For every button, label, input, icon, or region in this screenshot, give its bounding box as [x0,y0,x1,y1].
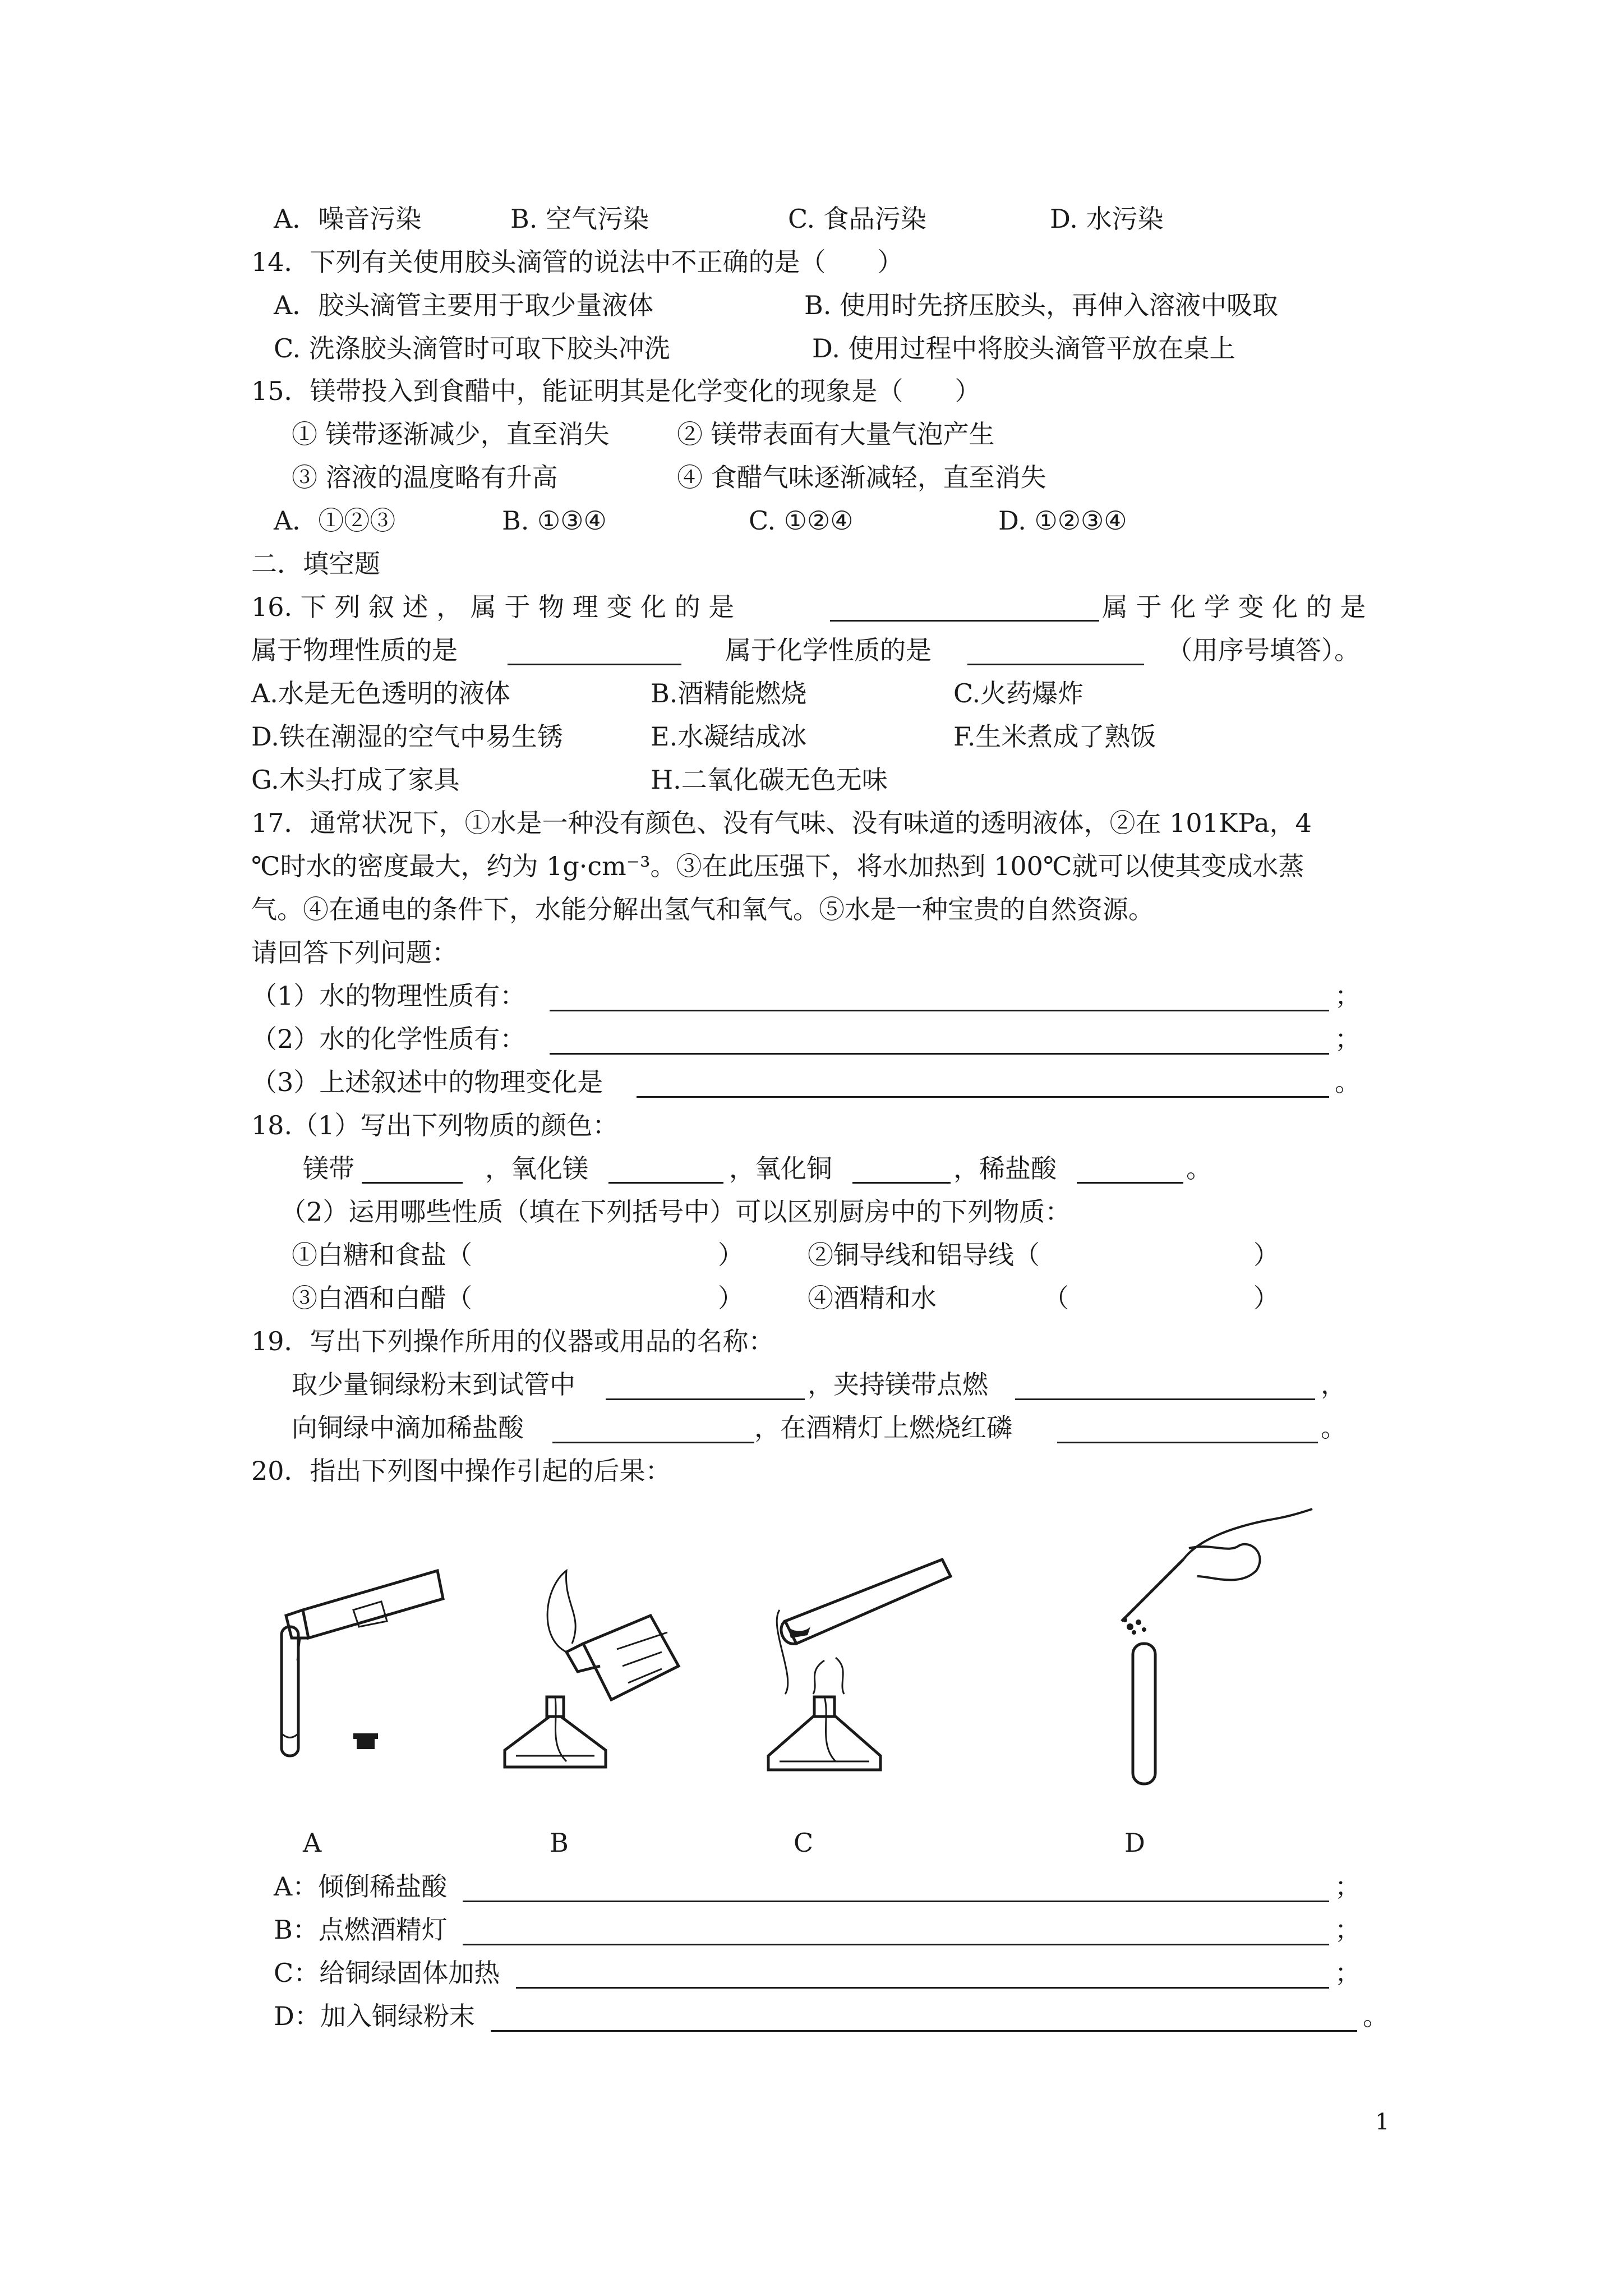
q18-blank-hcl[interactable] [1077,1182,1183,1184]
q17-part1-label: （1）水的物理性质有： [251,981,526,1011]
q18-item4: ④酒精和水 [808,1283,937,1313]
q16-chemical-property-label: 属于化学性质的是 [725,635,932,665]
q16-item-c: C.火药爆炸 [953,678,1084,708]
q16-blank-physical-property[interactable] [508,664,681,665]
q19-item-c: 向铜绿中滴加稀盐酸 [292,1412,524,1443]
q14-stem: 14．下列有关使用胶头滴管的说法中不正确的是（ ） [251,247,903,277]
q15-statement-4: ④ 食醋气味逐渐减轻，直至消失 [677,462,1046,493]
figure-a-pouring-liquid [269,1548,460,1784]
q14-option-c: C. 洗涤胶头滴管时可取下胶头冲洗 [274,333,670,364]
figure-label-c: C [794,1828,814,1858]
q18-item4-open: （ [1043,1283,1069,1313]
q16-blank-chemical-property[interactable] [967,664,1144,665]
q19-line1-end: ， [1321,1369,1347,1400]
q15-option-b: B. ①③④ [502,505,607,536]
q19-prompt: 19．写出下列操作所用的仪器或用品的名称： [251,1326,774,1356]
q20-blank-d[interactable] [491,2030,1357,2032]
q16-item-a: A.水是无色透明的液体 [251,678,510,708]
q17-blank-part2[interactable] [550,1053,1329,1055]
q18-item1: ①白糖和食盐（ [292,1240,472,1270]
q17-text-line3: 气。④在通电的条件下，水能分解出氢气和氧气。⑤水是一种宝贵的自然资源。 [251,894,1154,924]
section-heading: 二．填空题 [251,549,380,579]
q19-item-a: 取少量铜绿粉末到试管中 [292,1369,575,1400]
q16-line1-physical-change: 16. 下 列 叙 述 ， 属 于 物 理 变 化 的 是 [251,592,735,622]
q20-item-d: D：加入铜绿粉末 [274,2001,475,2031]
q16-item-b: B.酒精能燃烧 [651,678,807,708]
q16-line1-chemical-change: 属 于 化 学 变 化 的 是 [1102,592,1366,622]
q13-option-a: A．噪音污染 [274,204,422,234]
q14-option-b: B. 使用时先挤压胶头，再伸入溶液中吸取 [804,290,1279,320]
figure-label-d: D [1124,1828,1145,1858]
q17-prompt: 请回答下列问题： [251,937,458,968]
q19-blank-b[interactable] [1015,1398,1315,1400]
figure-c-heating-test-tube [751,1531,987,1789]
q18-line-end: 。 [1186,1153,1212,1184]
q18-blank-mgo[interactable] [608,1182,723,1184]
q19-blank-d[interactable] [1057,1442,1318,1443]
q17-text-line1: 17．通常状况下，①水是一种没有颜色、没有气味、没有味道的透明液体，②在 101KPa，4 [251,808,1312,838]
q20-item-b-end: ； [1335,1915,1361,1945]
q20-blank-b[interactable] [463,1944,1329,1945]
q18-item2: ②铜导线和铝导线（ [808,1240,1040,1270]
q17-part2-end: ； [1335,1024,1361,1054]
figure-label-a: A [303,1828,322,1858]
q18-item3-close: ） [718,1283,744,1313]
q20-item-d-end: 。 [1363,2001,1389,2031]
q19-blank-a[interactable] [606,1398,805,1400]
q17-part3-end: 。 [1335,1067,1361,1097]
q14-option-a: A．胶头滴管主要用于取少量液体 [274,290,654,320]
q15-statement-2: ② 镁带表面有大量气泡产生 [677,419,995,449]
q15-option-a: A．①②③ [274,505,396,536]
q19-line2-end: 。 [1321,1412,1347,1443]
q15-statement-1: ① 镁带逐渐减少，直至消失 [292,419,610,449]
figure-b-lighting-lamp [494,1554,718,1789]
q17-blank-part3[interactable] [637,1096,1329,1098]
q20-item-a: A：倾倒稀盐酸 [274,1871,448,1902]
q17-part3-label: （3）上述叙述中的物理变化是 [251,1067,603,1097]
q20-blank-a[interactable] [463,1901,1329,1902]
q18-blank-cuo[interactable] [852,1182,951,1184]
q17-part2-label: （2）水的化学性质有： [251,1024,526,1054]
q16-item-g: G.木头打成了家具 [251,765,460,795]
q18-item3: ③白酒和白醋（ [292,1283,472,1313]
q16-item-f: F.生米煮成了熟饭 [953,721,1156,752]
q18-part2-prompt: （2）运用哪些性质（填在下列括号中）可以区别厨房中的下列物质： [280,1197,1071,1227]
figure-label-b: B [550,1828,569,1858]
q16-instruction: （用序号填答）。 [1166,635,1360,665]
page-number: 1 [1375,2109,1390,2135]
q20-item-c: C：给铜绿固体加热 [274,1958,500,1988]
figure-d-adding-powder [1099,1492,1335,1806]
q18-item4-close: ） [1253,1283,1279,1313]
q13-option-b: B. 空气污染 [510,204,649,234]
q14-option-d: D. 使用过程中将胶头滴管平放在桌上 [812,333,1235,364]
q18-hcl-label: ，稀盐酸 [953,1153,1057,1184]
q19-item-b: ，夹持镁带点燃 [808,1369,988,1400]
q13-option-c: C. 食品污染 [788,204,926,234]
q18-magnesium-label: 镁带 [303,1153,354,1184]
q18-item2-close: ） [1253,1240,1279,1270]
q20-item-b: B：点燃酒精灯 [274,1915,448,1945]
q17-part1-end: ； [1335,981,1361,1011]
q18-item1-close: ） [718,1240,744,1270]
q18-cuo-label: ，氧化铜 [729,1153,832,1184]
q16-physical-property-label: 属于物理性质的是 [251,635,458,665]
q16-item-h: H.二氧化碳无色无味 [651,765,888,795]
q16-blank-physical-change[interactable] [830,620,1099,622]
q18-blank-magnesium[interactable] [362,1182,463,1184]
q16-item-e: E.水凝结成冰 [651,721,807,752]
q19-item-d: ，在酒精灯上燃烧红磷 [754,1412,1012,1443]
q15-stem: 15．镁带投入到食醋中，能证明其是化学变化的现象是（ ） [251,376,981,406]
q16-item-d: D.铁在潮湿的空气中易生锈 [251,721,563,752]
q20-item-c-end: ； [1335,1958,1361,1988]
q15-option-d: D. ①②③④ [998,505,1127,536]
q20-prompt: 20．指出下列图中操作引起的后果： [251,1456,671,1486]
q20-blank-c[interactable] [516,1987,1329,1989]
q13-option-d: D. 水污染 [1050,204,1164,234]
q15-option-c: C. ①②④ [749,505,854,536]
q17-blank-part1[interactable] [550,1010,1329,1011]
q15-statement-3: ③ 溶液的温度略有升高 [292,462,558,493]
q20-item-a-end: ； [1335,1871,1361,1902]
q18-part1-prompt: 18.（1）写出下列物质的颜色： [251,1110,619,1140]
q18-mgo-label: ，氧化镁 [485,1153,588,1184]
q17-text-line2: ℃时水的密度最大，约为 1g·cm⁻³。③在此压强下，将水加热到 100℃就可以使其变成水蒸 [251,851,1304,881]
q19-blank-c[interactable] [552,1442,754,1443]
